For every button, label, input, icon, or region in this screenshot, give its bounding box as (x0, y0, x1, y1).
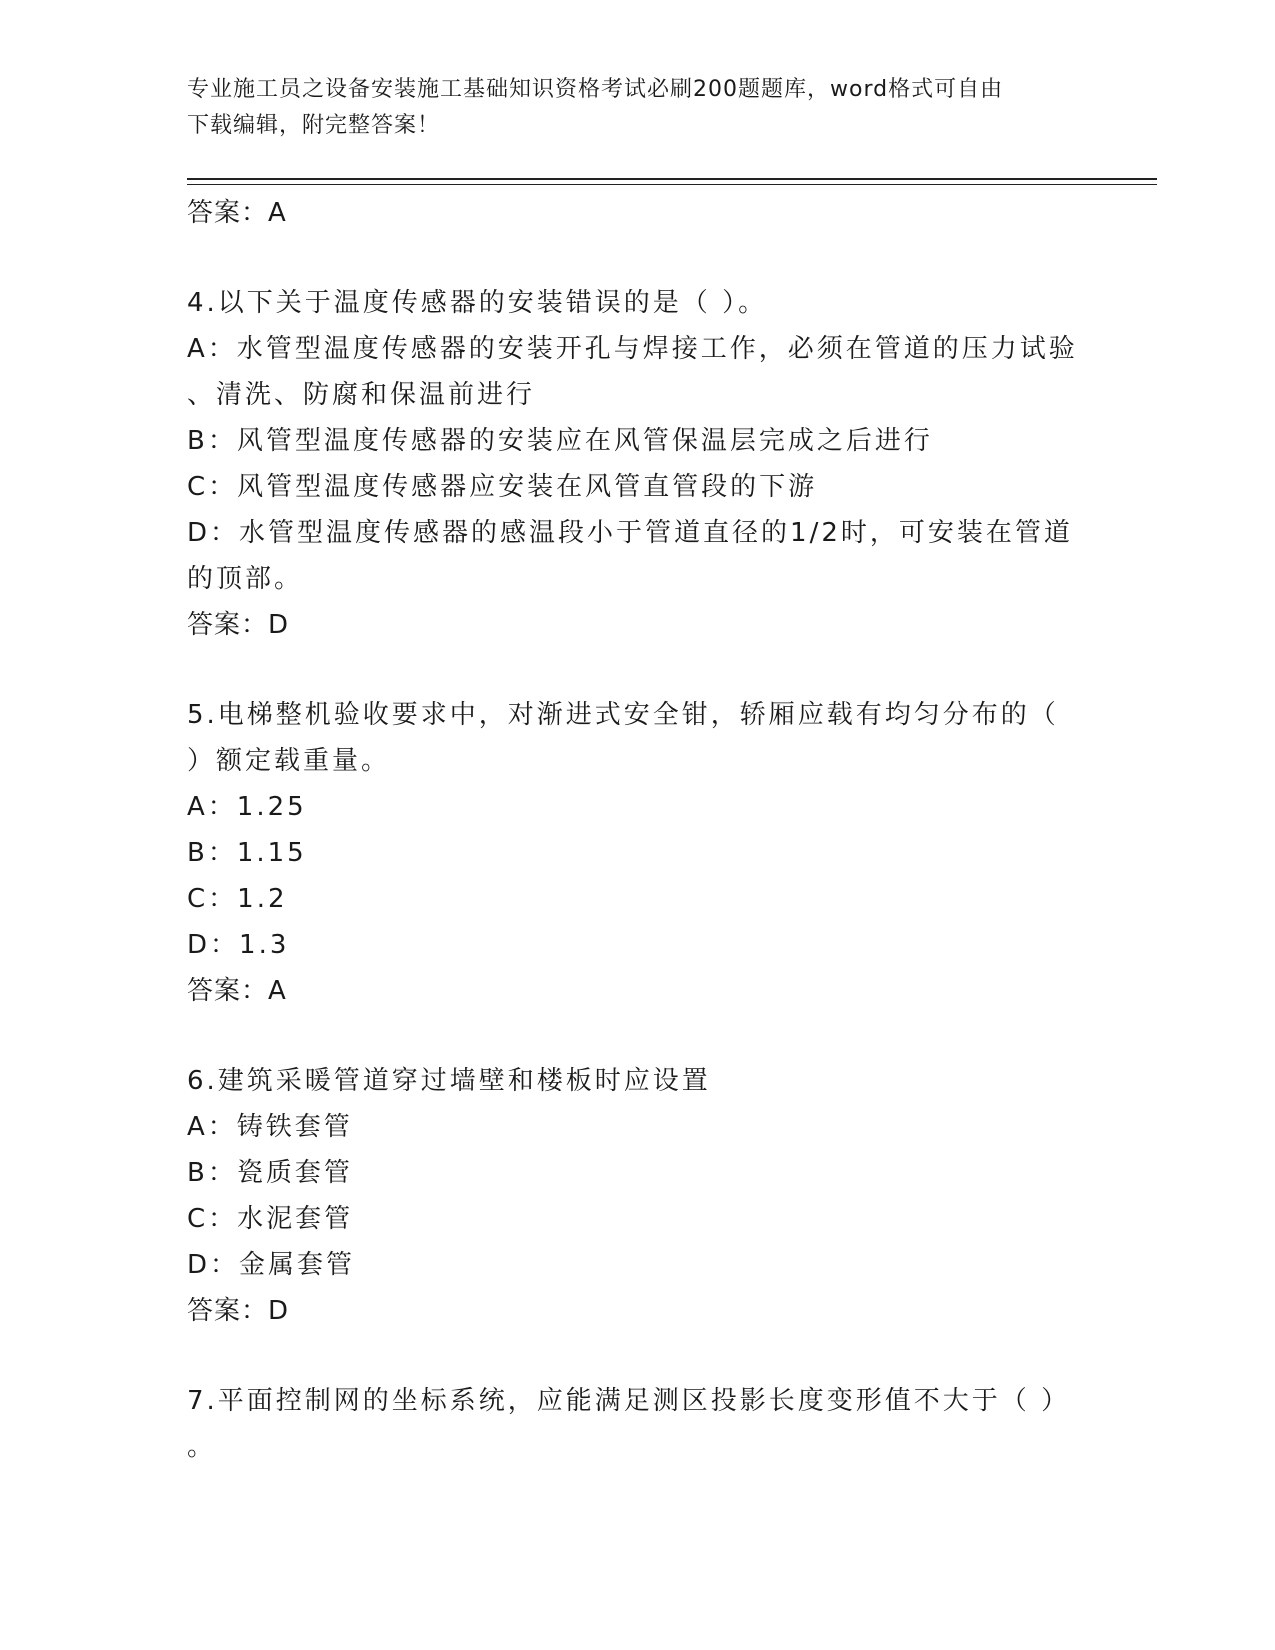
q5-answer: 答案：A (187, 976, 287, 1006)
document-header (187, 72, 1087, 144)
question-4 (187, 280, 1087, 648)
q5-option-d: D：1.3 (187, 930, 290, 960)
header-divider-thick (187, 178, 1157, 180)
q4-option-a-cont: 、清洗、防腐和保温前进行 (187, 380, 536, 410)
q4-answer: 答案：D (187, 610, 290, 640)
q4-option-c: C：风管型温度传感器应安装在风管直管段的下游 (187, 472, 818, 502)
header-line-2: 下载编辑，附完整答案！ (187, 113, 441, 138)
q6-option-c: C：水泥套管 (187, 1204, 354, 1234)
q6-option-a: A：铸铁套管 (187, 1112, 353, 1142)
q6-option-d: D：金属套管 (187, 1250, 356, 1280)
q4-option-d-cont: 的顶部。 (187, 564, 304, 594)
q3-answer: 答案：A (187, 198, 287, 228)
q5-option-a: A：1.25 (187, 792, 307, 822)
question-list (187, 190, 1087, 1470)
q6-stem: 6.建筑采暖管道穿过墙壁和楼板时应设置 (187, 1066, 711, 1096)
q7-stem-cont: 。 (187, 1432, 217, 1462)
question-5 (187, 692, 1087, 1014)
q4-stem: 4.以下关于温度传感器的安装错误的是（ ）。 (187, 288, 768, 318)
q4-option-b: B：风管型温度传感器的安装应在风管保温层完成之后进行 (187, 426, 933, 456)
q6-answer: 答案：D (187, 1296, 290, 1326)
q5-stem-cont: ）额定载重量。 (187, 746, 391, 776)
q4-option-d: D：水管型温度传感器的感温段小于管道直径的1/2时，可安装在管道 (187, 518, 1073, 548)
q4-option-a: A：水管型温度传感器的安装开孔与焊接工作，必须在管道的压力试验 (187, 334, 1078, 364)
question-7 (187, 1378, 1087, 1470)
question-6 (187, 1058, 1087, 1334)
q5-stem: 5.电梯整机验收要求中，对渐进式安全钳，轿厢应载有均匀分布的（ (187, 700, 1059, 730)
header-divider-thin (187, 184, 1157, 185)
q7-stem: 7.平面控制网的坐标系统，应能满足测区投影长度变形值不大于（ ） (187, 1386, 1071, 1416)
header-line-1: 专业施工员之设备安装施工基础知识资格考试必刷200题题库，word格式可自由 (187, 77, 1004, 102)
q5-option-c: C：1.2 (187, 884, 288, 914)
q5-option-b: B：1.15 (187, 838, 307, 868)
q6-option-b: B：瓷质套管 (187, 1158, 353, 1188)
